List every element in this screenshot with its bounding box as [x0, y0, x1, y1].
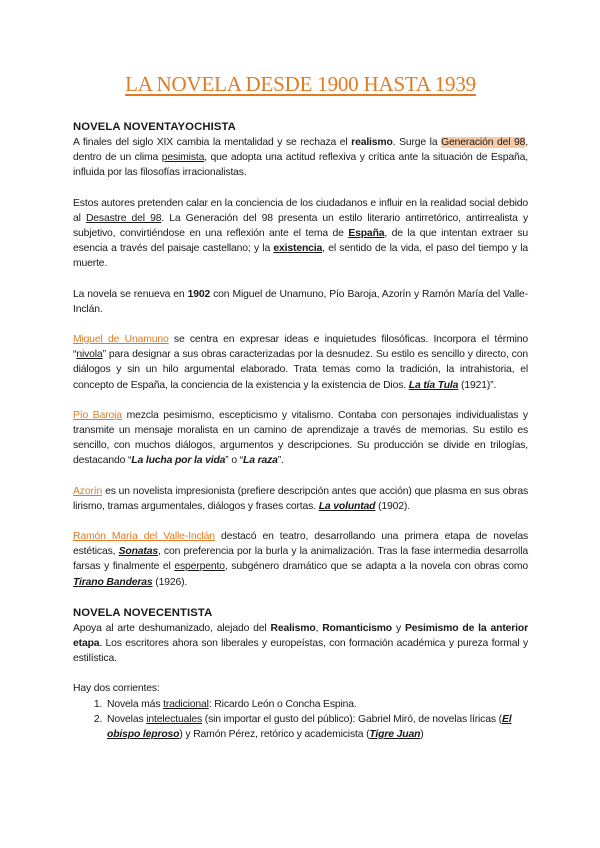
section-heading-noventayochista: NOVELA NOVENTAYOCHISTA	[73, 121, 236, 133]
paragraph-renovacion: La novela se renueva en 1902 con Miguel de Unamuno, Pío Baroja, Azorín y Ramón María del Valle-Inclán.	[73, 288, 528, 315]
paragraph-novecentista: Apoya al arte deshumanizado, alejado del Realismo, Romanticismo y Pesimismo de la anterior etapa. Los escritores ahora son liberales y europeístas, con formación académica y pureza formal y estilística.	[73, 622, 528, 665]
paragraph-intro: A finales del siglo XIX cambia la mentalidad y se rechaza el realismo. Surge la Generación del 98, dentro de un clima pesimista, que adopta una actitud reflexiva y crítica ante la situación de España, influida por las filosofías irracionalistas.	[73, 137, 529, 179]
link-azorin[interactable]: Azorín	[73, 485, 103, 497]
paragraph-azorin: Azorín es un novelista impresionista (prefiere descripción antes que acción) que plasma en sus obras lirismo, tramas argumentales, diálogos y frases cortas. La voluntad (1902).	[73, 485, 528, 512]
section-heading-novecentista: NOVELA NOVECENTISTA	[73, 606, 213, 619]
paragraph-valle-inclan: Ramón María del Valle-Inclán destacó en teatro, desarrollando una primera etapa de novelas estéticas, Sonatas, con preferencia por la burla y la animalización. Tras la fase intermedia desarrolla farsas y finalmente el esperpento, subgénero dramático que se adapta a la novela con obras como Tirano Banderas (1926).	[73, 531, 529, 588]
link-valle-inclan[interactable]: Ramón María del Valle-Inclán	[73, 531, 215, 543]
paragraph-corrientes-intro: Hay dos corrientes:	[73, 683, 160, 695]
list-item: 2. Novelas intelectuales (sin importar el gusto del público): Gabriel Miró, de novelas líricas (El obispo leproso) y Ramón Pérez, retórico y academicista (Tigre Juan)	[105, 712, 528, 742]
paragraph-unamuno: Miguel de Unamuno se centra en expresar ideas e inquietudes filosóficas. Incorpora el término “nivola” para designar a sus obras caracterizadas por la desnudez. Su estilo es sencillo y directo, con diálogos y sin un hilo argumental elaborado. Trata temas como la tradición, la intrahistoria, el concepto de España, la conciencia de la existencia y la existencia de Dios. La tía Tula (1921)”.	[73, 334, 528, 391]
document-page	[73, 72, 528, 742]
list-item: 1. Novela más tradicional: Ricardo León o Concha Espina.	[105, 697, 528, 712]
paragraph-baroja: Pío Baroja mezcla pesimismo, escepticismo y vitalismo. Contaba con personajes individualistas y transmite un mensaje moralista en un camino de aprendizaje a través de memorias. Su estilo es sencillo, con muchos diálogos, argumentos y descripciones. Su producción se divide en trilogías, destacando “La lucha por la vida” o “La raza”.	[73, 409, 528, 467]
link-baroja[interactable]: Pío Baroja	[73, 409, 122, 421]
corrientes-list	[73, 697, 528, 743]
highlight-generacion-98: Generación del 98	[441, 137, 526, 148]
page-title: LA NOVELA DESDE 1900 HASTA 1939	[125, 72, 476, 96]
paragraph-autores: Estos autores pretenden calar en la conciencia de los ciudadanos e influir en la realidad social debido al Desastre del 98. La Generación del 98 presenta un estilo literario antirretórico, antirrealista y subjetivo, convirtiéndose en una reflexión ante el tema de España, de la que intentan extraer su esencia a través del paisaje castellano; y la existencia, el sentido de la vida, el paso del tiempo y la muerte.	[73, 197, 528, 270]
link-unamuno[interactable]: Miguel de Unamuno	[73, 334, 169, 346]
